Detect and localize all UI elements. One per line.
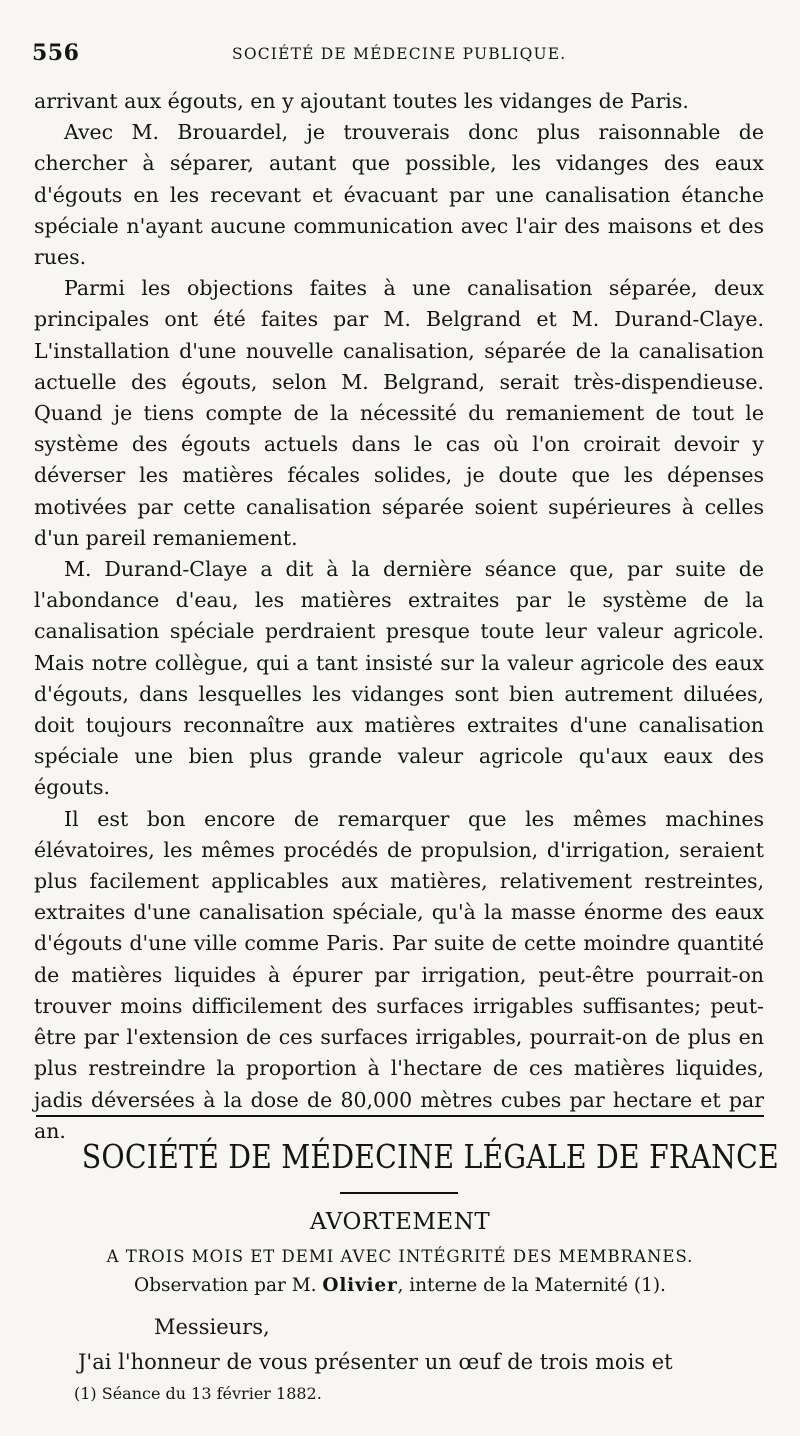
observation-suffix: , interne de la Maternité (1). — [397, 1275, 666, 1296]
observation-prefix: Observation par M. — [134, 1275, 317, 1296]
title-divider — [340, 1192, 458, 1194]
paragraph-machines: Il est bon encore de remarquer que les mêmes machines élévatoires, les mêmes procédés de propulsion, d'irrigation, seraient plus facilement applicables aux matières, relativement restreintes, extraites d'une canalisation spéciale, qu'à la masse énorme des eaux d'égouts d'une ville comme Paris. Par suite de cette moindre quantité de matières liquides à épurer par irrigation, peut-être pourrait-on trouver moins difficilement des surfaces irrigables suffisantes; peut-être par l'extension de ces surfaces irrigables, pourrait-on de plus en plus restreindre la proportion à l'hectare de ces matières liquides, jadis déversées à la dose de 80,000 mètres cubes par hectare et par an. — [34, 806, 764, 1143]
opening-line: J'ai l'honneur de vous présenter un œuf de trois mois et — [78, 1350, 673, 1374]
body-text — [34, 86, 764, 1147]
paragraph-objections: Parmi les objections faites à une canalisation séparée, deux principales ont été faites par M. Belgrand et M. Durand-Claye. L'installation d'une nouvelle canalisation, séparée de la canalisation actuelle des égouts, selon M. Belgrand, serait très-dispendieuse. Quand je tiens compte de la nécessité du remaniement de tout le système des égouts actuels dans le cas où l'on croirait devoir y déverser les matières fécales solides, je doute que les dépenses motivées par cette canalisation séparée soient supérieures à celles d'un pareil remaniement. — [34, 276, 764, 550]
observation-line — [0, 1275, 800, 1296]
paragraph-brouardel: Avec M. Brouardel, je trouverais donc plus raisonnable de chercher à séparer, autant que possible, les vidanges des eaux d'égouts en les recevant et évacuant par une canalisation étanche spéciale n'ayant aucune communication avec l'air des maisons et des rues. — [34, 120, 764, 270]
page-number: 556 — [32, 40, 80, 66]
paragraph-continuation: arrivant aux égouts, en y ajoutant toutes les vidanges de Paris. — [34, 89, 689, 113]
article-title: AVORTEMENT — [309, 1209, 491, 1235]
paragraph-durand-claye: M. Durand-Claye a dit à la dernière séance que, par suite de l'abondance d'eau, les matières extraites par le système de la canalisation spéciale perdraient presque toute leur valeur agricole. Mais notre collègue, qui a tant insisté sur la valeur agricole des eaux d'égouts, dans lesquelles les vidanges sont bien autrement diluées, doit toujours reconnaître aux matières extraites d'une canalisation spéciale une bien plus grande valeur agricole qu'aux eaux des égouts. — [34, 557, 764, 800]
footnote: (1) Séance du 13 février 1882. — [74, 1384, 322, 1403]
article-subtitle: A TROIS MOIS ET DEMI AVEC INTÉGRITÉ DES MEMBRANES. — [106, 1247, 694, 1266]
running-head — [32, 40, 760, 70]
running-title: SOCIÉTÉ DE MÉDECINE PUBLIQUE. — [232, 45, 567, 63]
section-divider — [36, 1115, 764, 1117]
observation-author: Olivier — [322, 1275, 398, 1296]
salutation: Messieurs, — [154, 1315, 270, 1339]
section-title: SOCIÉTÉ DE MÉDECINE LÉGALE DE FRANCE — [81, 1137, 779, 1176]
